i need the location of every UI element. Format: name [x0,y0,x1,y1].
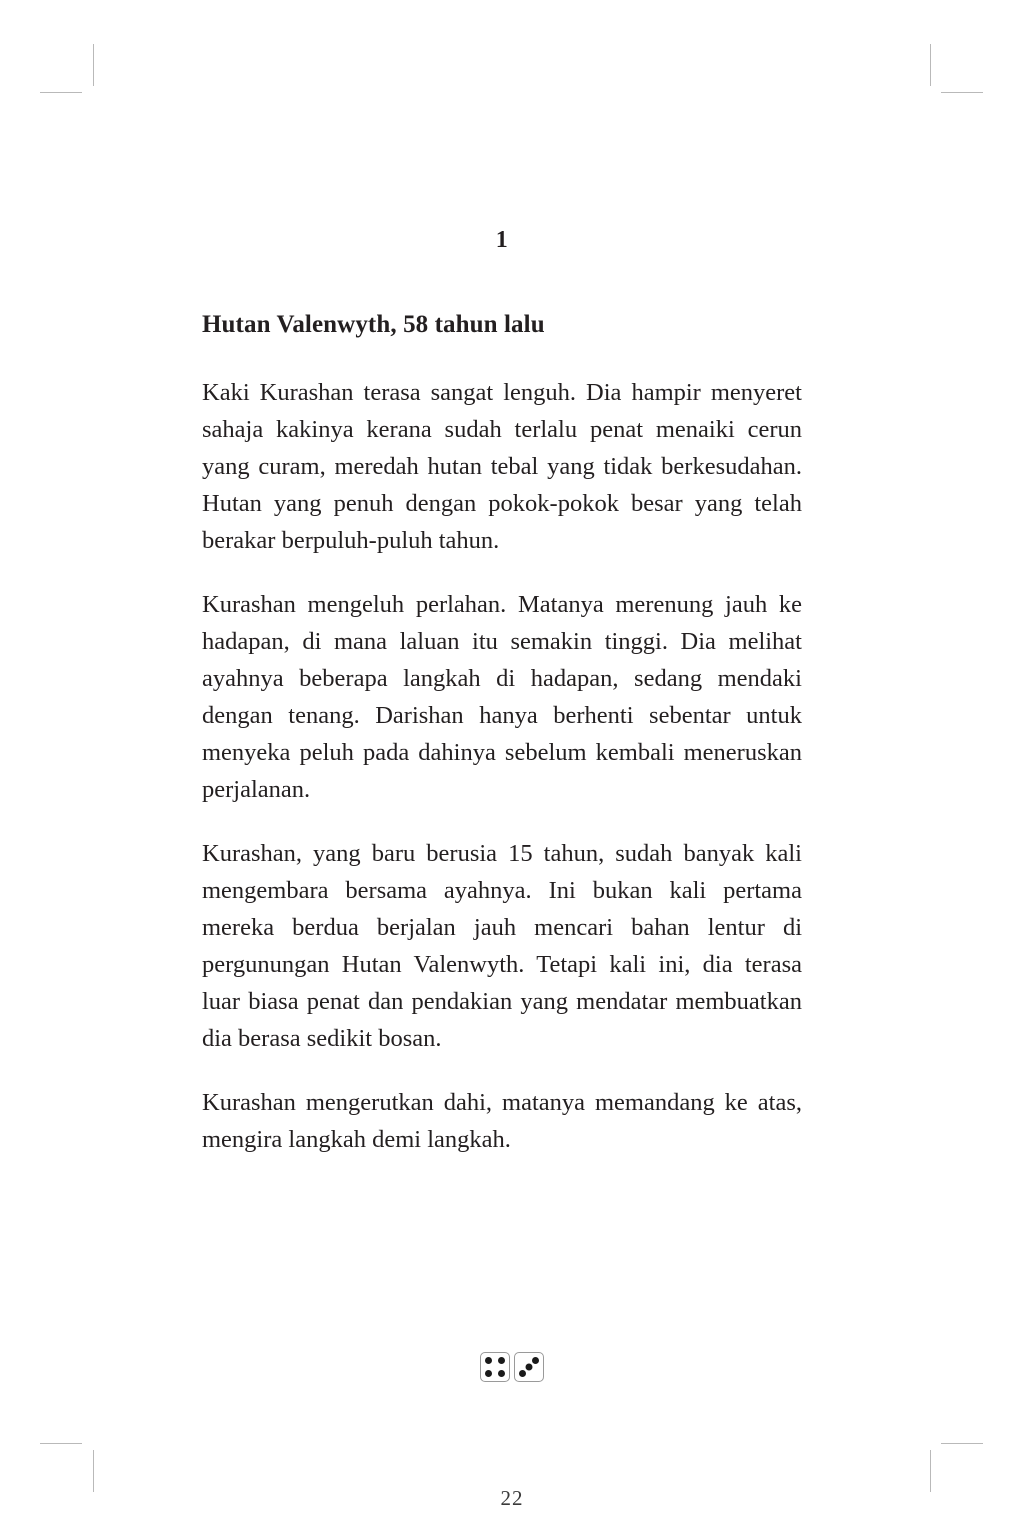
die-pip [498,1357,505,1364]
die-three-icon [514,1352,544,1382]
dice-ornament [0,1352,1024,1382]
crop-mark-top-right-vertical [930,44,931,86]
text-column [202,228,802,1158]
body-paragraph: Kurashan, yang baru berusia 15 tahun, sudah banyak kali mengembara bersama ayahnya. Ini bukan kali pertama mereka berdua berjalan jauh mencari bahan lentur di pergunungan Hutan Valenwyth. Tetapi kali ini, dia terasa luar biasa penat dan pendakian yang mendatar membuatkan dia berasa sedikit bosan. [202,840,802,1052]
crop-mark-top-left-vertical [93,44,94,86]
die-pip [498,1370,505,1377]
page-number: 22 [500,1486,524,1510]
die-pip [532,1357,539,1364]
body-paragraph: Kurashan mengeluh perlahan. Matanya merenung jauh ke hadapan, di mana laluan itu semakin tinggi. Dia melihat ayahnya beberapa langkah di hadapan, sedang mendaki dengan tenang. Darishan hanya berhenti sebentar untuk menyeka peluh pada dahinya sebelum kembali meneruskan perjalanan. [202,591,802,803]
crop-mark-top-left-horizontal [40,92,82,93]
crop-mark-bottom-right-horizontal [941,1443,983,1444]
chapter-number: 1 [495,227,509,253]
crop-mark-bottom-left-horizontal [40,1443,82,1444]
die-pip [485,1357,492,1364]
die-pip [519,1370,526,1377]
section-heading: Hutan Valenwyth, 58 tahun lalu [202,311,545,338]
crop-mark-top-right-horizontal [941,92,983,93]
body-paragraph: Kurashan mengerutkan dahi, matanya memandang ke atas, mengira langkah demi langkah. [202,1089,802,1153]
die-four-icon [480,1352,510,1382]
body-paragraph: Kaki Kurashan terasa sangat lenguh. Dia hampir menyeret sahaja kakinya kerana sudah terlalu penat menaiki cerun yang curam, meredah hutan tebal yang tidak berkesudahan. Hutan yang penuh dengan pokok-pokok besar yang telah berakar berpuluh-puluh tahun. [202,379,802,554]
die-pip [485,1370,492,1377]
die-pip [526,1364,533,1371]
